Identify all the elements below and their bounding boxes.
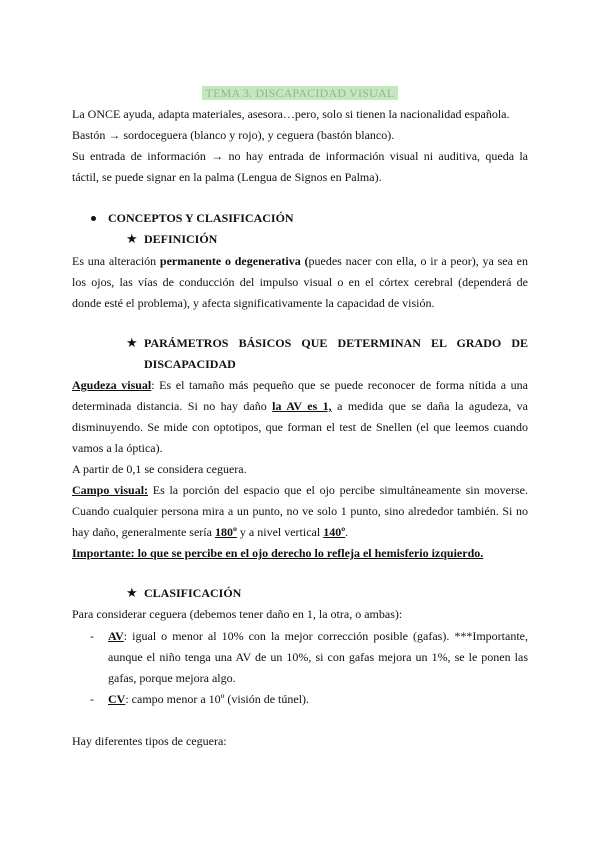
dash-marker: -	[90, 692, 94, 706]
paragraph-line: vamos a la óptica).	[72, 441, 163, 455]
paragraph-line: Es una alteración permanente o degenerativa (puedes nacer con ella, o ir a peor), ya sea en	[72, 254, 528, 268]
paragraph-line: A partir de 0,1 se considera ceguera.	[72, 462, 247, 476]
paragraph-line: Campo visual: Es la porción del espacio que el ojo percibe simultáneamente sin moverse.	[72, 483, 528, 497]
intro-line: Su entrada de información → no hay entrada de información visual ni auditiva, queda la	[72, 149, 528, 163]
section-heading: CONCEPTOS Y CLASIFICACIÓN	[108, 211, 294, 225]
page-title: TEMA 3. DISCAPACIDAD VISUAL	[202, 86, 398, 100]
paragraph-line: hay daño, generalmente sería 180º y a nivel vertical 140º.	[72, 525, 349, 539]
clasificacion-heading: CLASIFICACIÓN	[144, 586, 242, 600]
definicion-heading: DEFINICIÓN	[144, 232, 218, 246]
star-icon: ★	[126, 231, 138, 246]
paragraph-line: donde esté el problema), y afecta significativamente la capacidad de visión.	[72, 296, 435, 310]
parametros-heading: PARÁMETROS BÁSICOS QUE DETERMINAN EL GRADO DE	[144, 336, 528, 350]
paragraph-line: Hay diferentes tipos de ceguera:	[72, 734, 227, 748]
list-item-line: aunque el niño tenga una AV de un 10%, si con gafas mejora un 1%, se le ponen las	[108, 650, 528, 664]
intro-line: táctil, se puede signar en la palma (Lengua de Signos en Palma).	[72, 170, 382, 184]
paragraph-line: determinada distancia. Si no hay daño la AV es 1, a medida que se daña la agudeza, va	[72, 399, 528, 413]
star-icon: ★	[126, 335, 138, 350]
list-item-line: CV: campo menor a 10º (visión de túnel).	[108, 692, 310, 706]
paragraph-line: Agudeza visual: Es el tamaño más pequeño que se puede reconocer de forma nítida a una	[72, 378, 528, 392]
list-item-line: AV: igual o menor al 10% con la mejor corrección posible (gafas). ***Importante,	[108, 629, 528, 643]
paragraph-line: disminuyendo. Se mide con optotipos, que forman el test de Snellen (el que leemos cuando	[72, 420, 528, 434]
star-icon: ★	[126, 585, 138, 600]
importante-note: Importante: lo que se percibe en el ojo derecho lo refleja el hemisferio izquierdo.	[72, 546, 484, 560]
intro-line: La ONCE ayuda, adapta materiales, asesora…pero, solo si tienen la nacionalidad española.	[72, 107, 510, 121]
list-item-line: gafas, porque mejora algo.	[108, 671, 236, 685]
bullet-dot-icon	[91, 216, 96, 221]
paragraph-line: Para considerar ceguera (debemos tener daño en 1, la otra, o ambas):	[72, 607, 403, 621]
paragraph-line: Cuando cualquier persona mira a un punto, no ve solo 1 punto, sino alrededor también. Si no	[72, 504, 528, 518]
intro-line: Bastón → sordoceguera (blanco y rojo), y ceguera (bastón blanco).	[72, 128, 395, 142]
paragraph-line: los ojos, las vías de conducción del impulso visual o en el córtex cerebral (dependerá de	[72, 275, 528, 289]
parametros-heading: DISCAPACIDAD	[144, 357, 236, 371]
dash-marker: -	[90, 629, 94, 643]
